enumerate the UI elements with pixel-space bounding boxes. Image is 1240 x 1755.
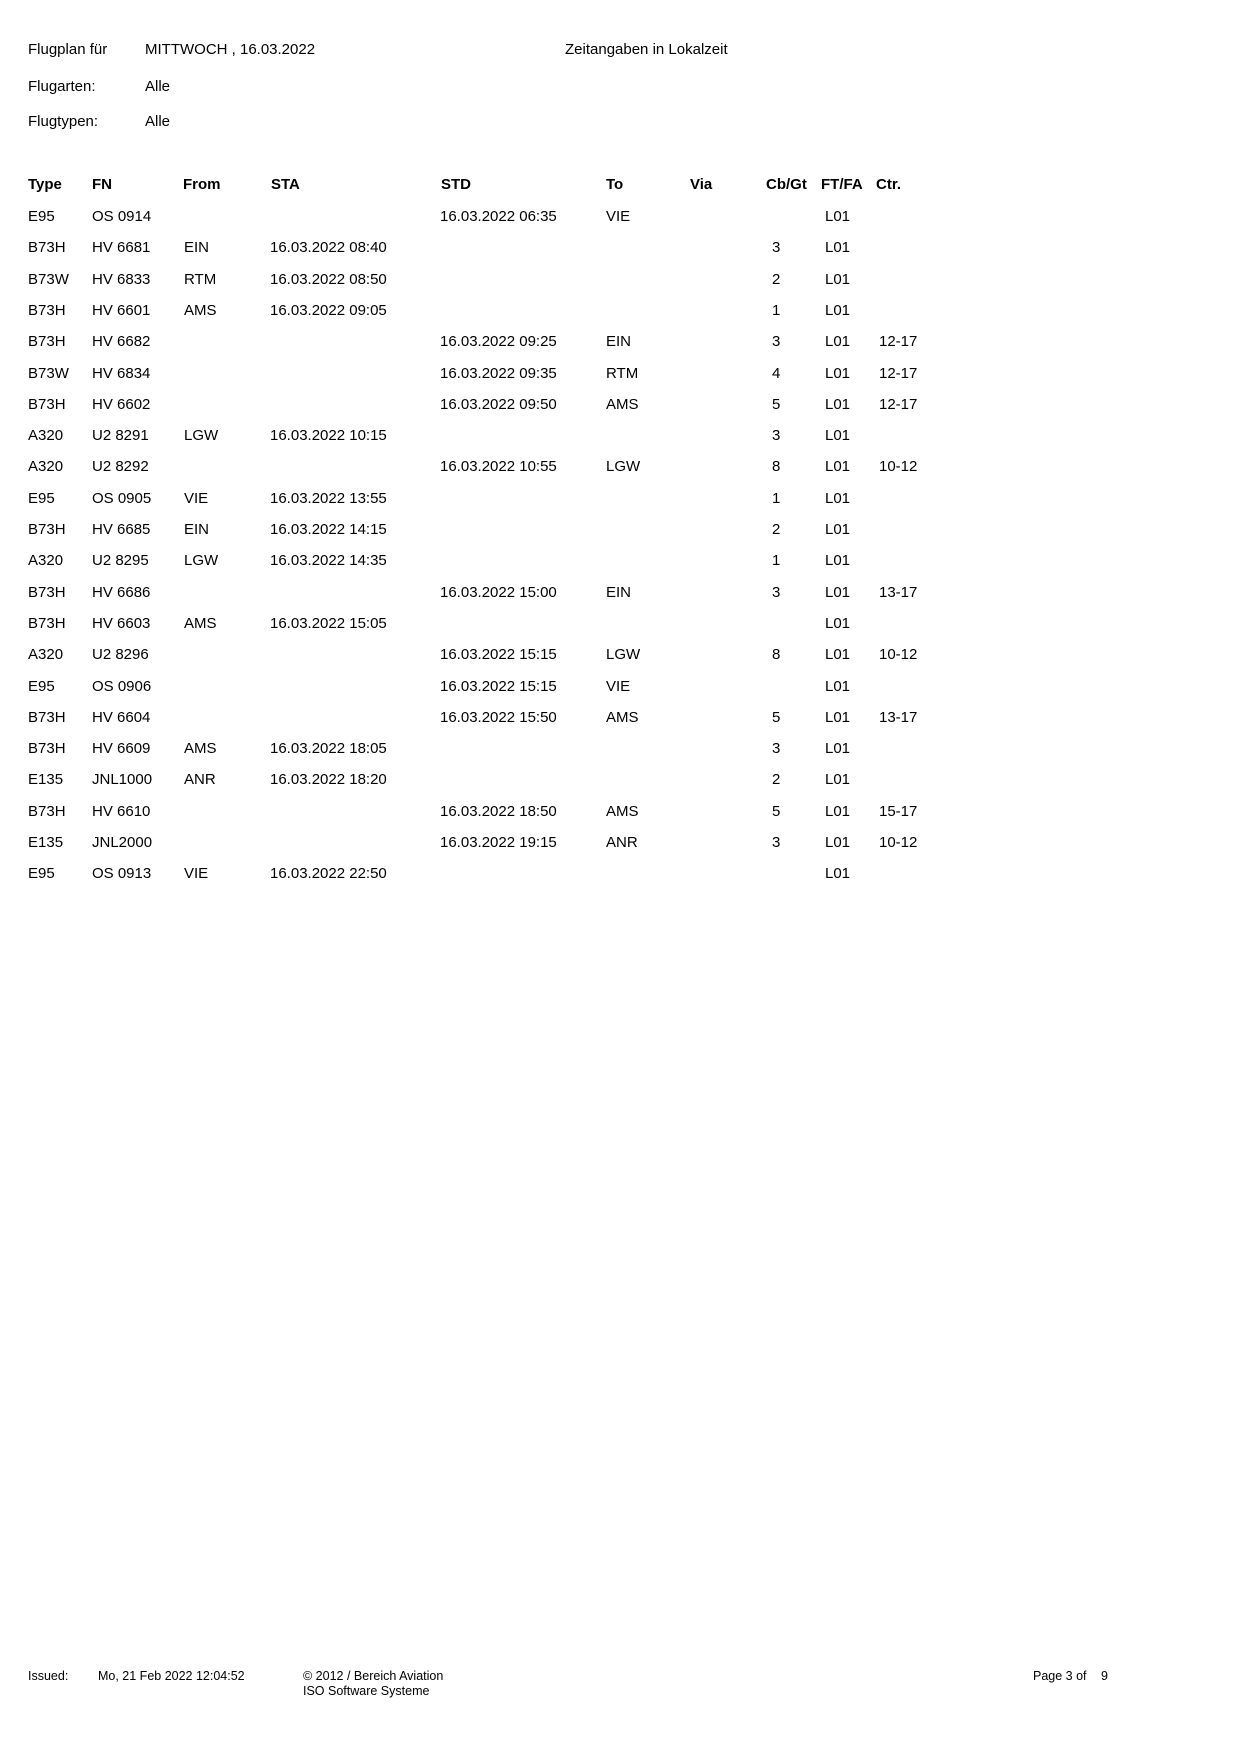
cell-cbgt: 2 (772, 270, 781, 288)
flugarten-value: Alle (145, 78, 171, 95)
column-header-via: Via (690, 176, 713, 193)
cell-type: A320 (28, 458, 64, 476)
cell-to: AMS (606, 395, 639, 413)
cell-type: B73H (28, 521, 66, 538)
table-row (0, 522, 1240, 539)
table-row (0, 272, 1240, 289)
cell-cbgt: 4 (772, 364, 781, 382)
column-header-to: To (606, 176, 624, 193)
flugarten-label: Flugarten: (28, 78, 96, 95)
cell-from: AMS (184, 740, 217, 758)
cell-ftfa: L01 (825, 333, 851, 351)
cell-ftfa: L01 (825, 708, 851, 726)
cell-sta: 16.03.2022 18:05 (270, 740, 387, 758)
cell-to: AMS (606, 708, 639, 726)
cell-fn: HV 6610 (92, 802, 151, 820)
cell-cbgt: 1 (772, 552, 781, 570)
table-row (0, 866, 1240, 883)
column-header-type: Type (28, 176, 62, 193)
cell-ctr: 10-12 (879, 834, 918, 851)
flugtypen-label: Flugtypen: (28, 113, 99, 130)
cell-cbgt: 8 (772, 646, 781, 664)
cell-type: B73H (28, 395, 66, 413)
cell-fn: JNL2000 (92, 834, 153, 851)
cell-ftfa: L01 (825, 458, 851, 476)
table-row (0, 804, 1240, 821)
table-row (0, 428, 1240, 445)
cell-fn: HV 6833 (92, 270, 151, 288)
table-row (0, 553, 1240, 570)
cell-type: E95 (28, 489, 55, 507)
copyright-line1: © 2012 / Bereich Aviation (303, 1669, 444, 1683)
cell-sta: 16.03.2022 15:05 (270, 614, 387, 632)
cell-ctr: 13-17 (879, 583, 918, 601)
cell-to: LGW (606, 458, 641, 476)
cell-cbgt: 5 (772, 708, 781, 726)
cell-sta: 16.03.2022 10:15 (270, 427, 387, 445)
cell-to: RTM (606, 364, 639, 382)
cell-type: B73W (28, 270, 69, 288)
cell-type: B73H (28, 708, 66, 726)
table-row (0, 459, 1240, 476)
cell-from: ANR (184, 771, 216, 789)
cell-fn: OS 0914 (92, 208, 152, 225)
cell-std: 16.03.2022 15:15 (440, 677, 557, 695)
table-row (0, 585, 1240, 602)
issued-label: Issued: (28, 1669, 69, 1683)
issued-value: Mo, 21 Feb 2022 12:04:52 (98, 1669, 245, 1683)
cell-ctr: 15-17 (879, 802, 918, 820)
cell-ftfa: L01 (825, 208, 851, 225)
cell-to: AMS (606, 802, 639, 820)
cell-type: A320 (28, 552, 64, 570)
cell-to: VIE (606, 208, 631, 225)
table-row (0, 334, 1240, 351)
cell-fn: HV 6602 (92, 395, 151, 413)
cell-fn: U2 8291 (92, 427, 149, 445)
cell-sta: 16.03.2022 18:20 (270, 771, 387, 789)
table-row (0, 366, 1240, 383)
cell-fn: OS 0913 (92, 865, 152, 883)
table-row (0, 240, 1240, 257)
cell-type: E95 (28, 677, 55, 695)
cell-cbgt: 1 (772, 489, 781, 507)
cell-cbgt: 5 (772, 395, 781, 413)
table-row (0, 491, 1240, 508)
cell-ctr: 10-12 (879, 458, 918, 476)
cell-cbgt: 2 (772, 521, 781, 538)
cell-cbgt: 3 (772, 239, 781, 257)
column-header-sta: STA (271, 176, 300, 193)
table-row (0, 397, 1240, 414)
cell-ctr: 12-17 (879, 333, 918, 351)
cell-from: LGW (184, 552, 219, 570)
cell-ftfa: L01 (825, 301, 851, 319)
column-header-fn: FN (92, 176, 112, 193)
cell-type: B73H (28, 239, 66, 257)
cell-to: EIN (606, 333, 632, 351)
cell-ctr: 12-17 (879, 364, 918, 382)
cell-type: E135 (28, 771, 64, 789)
table-row (0, 303, 1240, 320)
cell-std: 16.03.2022 06:35 (440, 208, 557, 225)
cell-ftfa: L01 (825, 552, 851, 570)
cell-fn: HV 6681 (92, 239, 151, 257)
cell-sta: 16.03.2022 14:15 (270, 521, 387, 538)
table-row (0, 835, 1240, 852)
table-row (0, 710, 1240, 727)
cell-cbgt: 2 (772, 771, 781, 789)
cell-from: EIN (184, 239, 210, 257)
cell-fn: HV 6834 (92, 364, 151, 382)
cell-sta: 16.03.2022 13:55 (270, 489, 387, 507)
page-number-total: 9 (1101, 1669, 1108, 1683)
column-header-ctr: Ctr. (876, 176, 902, 193)
cell-fn: HV 6609 (92, 740, 151, 758)
cell-ftfa: L01 (825, 740, 851, 758)
cell-std: 16.03.2022 09:35 (440, 364, 557, 382)
column-header-cbgt: Cb/Gt (766, 176, 807, 193)
cell-ctr: 13-17 (879, 708, 918, 726)
cell-from: AMS (184, 614, 217, 632)
cell-from: AMS (184, 301, 217, 319)
timezone-note: Zeitangaben in Lokalzeit (565, 41, 728, 58)
cell-to: LGW (606, 646, 641, 664)
column-header-from: From (183, 176, 221, 193)
column-header-ftfa: FT/FA (821, 176, 863, 193)
cell-fn: JNL1000 (92, 771, 153, 789)
cell-std: 16.03.2022 09:50 (440, 395, 557, 413)
cell-type: B73H (28, 333, 66, 351)
table-row (0, 647, 1240, 664)
cell-cbgt: 3 (772, 583, 781, 601)
cell-ftfa: L01 (825, 865, 851, 883)
page-number-label: Page 3 of (1033, 1669, 1087, 1683)
cell-cbgt: 1 (772, 301, 781, 319)
copyright-line2: ISO Software Systeme (303, 1684, 430, 1698)
cell-fn: U2 8292 (92, 458, 149, 476)
cell-cbgt: 3 (772, 834, 781, 851)
cell-std: 16.03.2022 15:50 (440, 708, 557, 726)
cell-std: 16.03.2022 10:55 (440, 458, 557, 476)
cell-ftfa: L01 (825, 427, 851, 445)
cell-from: RTM (184, 270, 217, 288)
cell-sta: 16.03.2022 22:50 (270, 865, 387, 883)
cell-from: LGW (184, 427, 219, 445)
cell-from: VIE (184, 865, 209, 883)
cell-type: E95 (28, 865, 55, 883)
cell-ftfa: L01 (825, 614, 851, 632)
cell-to: EIN (606, 583, 632, 601)
cell-ftfa: L01 (825, 239, 851, 257)
cell-ftfa: L01 (825, 364, 851, 382)
cell-type: E135 (28, 834, 64, 851)
cell-cbgt: 3 (772, 427, 781, 445)
cell-std: 16.03.2022 18:50 (440, 802, 557, 820)
cell-type: B73H (28, 301, 66, 319)
flugtypen-value: Alle (145, 113, 171, 130)
cell-std: 16.03.2022 15:15 (440, 646, 557, 664)
cell-sta: 16.03.2022 08:50 (270, 270, 387, 288)
cell-cbgt: 8 (772, 458, 781, 476)
cell-std: 16.03.2022 15:00 (440, 583, 557, 601)
cell-fn: HV 6685 (92, 521, 151, 538)
cell-ftfa: L01 (825, 521, 851, 538)
cell-fn: OS 0905 (92, 489, 152, 507)
cell-ftfa: L01 (825, 677, 851, 695)
cell-sta: 16.03.2022 14:35 (270, 552, 387, 570)
cell-fn: U2 8295 (92, 552, 149, 570)
cell-from: VIE (184, 489, 209, 507)
cell-type: E95 (28, 208, 55, 225)
flugplan-label: Flugplan für (28, 41, 108, 58)
cell-type: B73H (28, 802, 66, 820)
cell-ftfa: L01 (825, 802, 851, 820)
cell-cbgt: 5 (772, 802, 781, 820)
cell-type: B73H (28, 614, 66, 632)
table-row (0, 616, 1240, 633)
cell-std: 16.03.2022 09:25 (440, 333, 557, 351)
cell-ftfa: L01 (825, 583, 851, 601)
cell-cbgt: 3 (772, 333, 781, 351)
cell-sta: 16.03.2022 09:05 (270, 301, 387, 319)
column-header-std: STD (441, 176, 471, 193)
cell-ftfa: L01 (825, 646, 851, 664)
table-row (0, 209, 1240, 226)
cell-from: EIN (184, 521, 210, 538)
cell-ftfa: L01 (825, 771, 851, 789)
cell-type: B73W (28, 364, 69, 382)
cell-type: B73H (28, 740, 66, 758)
cell-fn: HV 6603 (92, 614, 151, 632)
cell-std: 16.03.2022 19:15 (440, 834, 557, 851)
cell-type: A320 (28, 646, 64, 664)
cell-fn: HV 6686 (92, 583, 151, 601)
cell-ftfa: L01 (825, 395, 851, 413)
cell-ftfa: L01 (825, 489, 851, 507)
cell-ctr: 12-17 (879, 395, 918, 413)
cell-fn: HV 6682 (92, 333, 151, 351)
cell-sta: 16.03.2022 08:40 (270, 239, 387, 257)
cell-ftfa: L01 (825, 270, 851, 288)
cell-fn: HV 6604 (92, 708, 151, 726)
cell-type: B73H (28, 583, 66, 601)
table-row (0, 679, 1240, 696)
flugplan-value: MITTWOCH , 16.03.2022 (145, 41, 316, 58)
cell-cbgt: 3 (772, 740, 781, 758)
table-row (0, 741, 1240, 758)
cell-ftfa: L01 (825, 834, 851, 851)
cell-to: ANR (606, 834, 638, 851)
table-row (0, 772, 1240, 789)
cell-ctr: 10-12 (879, 646, 918, 664)
cell-fn: OS 0906 (92, 677, 152, 695)
cell-fn: HV 6601 (92, 301, 151, 319)
cell-type: A320 (28, 427, 64, 445)
cell-to: VIE (606, 677, 631, 695)
cell-fn: U2 8296 (92, 646, 149, 664)
